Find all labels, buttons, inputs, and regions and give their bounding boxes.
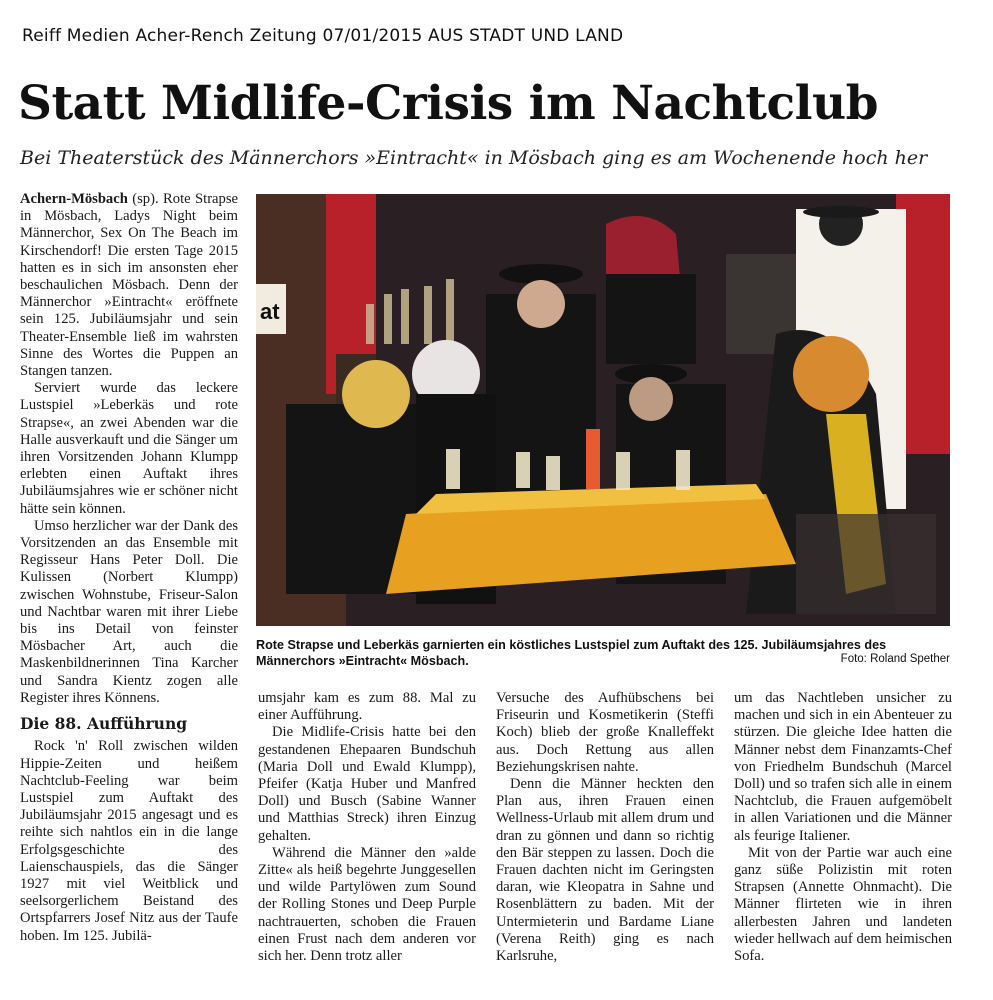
- subheadline: Bei Theaterstück des Männerchors »Eintracht« in Mösbach ging es am Wochenende hoch her: [20, 147, 928, 169]
- article-column-4-paragraph-2: Mit von der Partie war auch eine ganz süße Polizistin mit roten Strapsen (Annette Ohnmacht). Die Männer flirteten wie in ihren allerbesten Jahren und landeten wieder hellwach auf dem heimischen Sofa.: [734, 844, 952, 965]
- photo-sign-text: at: [260, 299, 280, 324]
- article-column-4: [734, 690, 952, 965]
- article-column-1: [20, 191, 238, 945]
- article-column-2-paragraph-3: Während die Männer den »alde Zitte« als heiß begehrte Junggesellen und wilde Partylöwen zum Sound der Rolling Stones und Deep Purple nachtrauerten, schoben die Frauen einen Frust nach dem anderen vor sich her. Denn trotz aller: [258, 844, 476, 965]
- article-column-3-paragraph-2: Denn die Männer heckten den Plan aus, ihren Frauen einen Wellness-Urlaub mit allem drum und dran zu gönnen und dann so richtig den Bär steppen zu lassen. Doch die Frauen dachten nicht im Geringsten daran, wie Kleopatra in Sahne und Rosenblättern zu baden. Mit der Untermieterin und Bardame Liane (Verena Reith) ging es nach Karlsruhe,: [496, 776, 714, 965]
- article-paragraph-1: [20, 191, 238, 380]
- article-column-3-paragraph-1: Versuche des Aufhübschens bei Friseurin und Kosmetikerin (Steffi Koch) blieb der große Knalleffekt aus. Doch Rettung aus allen Beziehungskrisen nahte.: [496, 690, 714, 775]
- article-paragraph-3: Umso herzlicher war der Dank des Vorsitzenden an das Ensemble mit Regisseur Hans Peter Doll. Die Kulissen (Norbert Klumpp) zwischen Wohnstube, Friseur-Salon und Nachtbar waren mit ihrer Liebe bis ins Detail von feinster Mösbacher Art, auch die Maskenbildnerinnen Tina Karcher und Sandra Kientz zogen alle Register ihres Könnens.: [20, 517, 238, 706]
- headline: Statt Midlife-Crisis im Nachtclub: [18, 76, 878, 131]
- stage-photo-illustration: [256, 194, 950, 626]
- article-column-4-paragraph-1: um das Nachtleben unsicher zu machen und sich in ein Abenteuer zu stürzen. Die gleiche Idee hatten die Männer nebst dem Finanzamts-Chef von Friedhelm Bundschuh (Marcel Doll) und so trafen sich alle in einem Nachtclub, die Frauen aufgemöbelt in allen Variationen und die Männer als feurige Italiener.: [734, 690, 952, 844]
- article-subheading: Die 88. Aufführung: [20, 714, 188, 734]
- photo-credit: Foto: Roland Spether: [840, 653, 950, 665]
- article-column-2: [258, 690, 476, 965]
- article-column-2-paragraph-2: Die Midlife-Crisis hatte bei den gestandenen Ehepaaren Bundschuh (Maria Doll und Ewald Klumpp), Pfeifer (Katja Huber und Manfred Doll) und Busch (Sabine Wanner und Matthias Streck) ihren Einzug gehalten.: [258, 724, 476, 844]
- article-column-2-paragraph-1: umsjahr kam es zum 88. Mal zu einer Aufführung.: [258, 690, 476, 724]
- dateline: Achern-Mösbach: [20, 191, 128, 207]
- stage-photo: [256, 194, 950, 626]
- article-paragraph-4: Rock 'n' Roll zwischen wilden Hippie-Zeiten und heißem Nachtclub-Feeling war beim Lustspiel zum Auftakt des Jubiläumsjahr 2015 angesagt und es reihte sich nahtlos ein in die lange Erfolgsgeschichte des Laienschauspiels, das die Sänger 1927 mit viel Weitblick und seelsorgerlichem Beistand des Ortspfarrers Josef Nitz aus der Taufe hoben. Im 125. Jubilä-: [20, 738, 238, 944]
- dateline-text: (sp). Rote Strapse in Mösbach, Ladys Night beim Männerchor, Sex On The Beach im Kirschendorf! Die ersten Tage 2015 hatten es in sich im ansonsten eher beschaulichen Mösbach. Denn der Männerchor »Eintracht« eröffnete sein 125. Jubiläumsjahr und sein Theater-Ensemble ließ im wahrsten Sinne des Wortes die Puppen an Stangen tanzen.: [20, 191, 238, 380]
- article-paragraph-2: Serviert wurde das leckere Lustspiel »Leberkäs und rote Strapse«, an zwei Abenden war die Halle ausverkauft und die Sänger um ihren Vorsitzenden Johann Klumpp erlebten einen Auftakt ihres Jubiläumsjahres wie er schöner nicht hätte sein können.: [20, 380, 238, 517]
- article-column-3: [496, 690, 714, 965]
- photo-caption: Rote Strapse und Leberkäs garnierten ein köstliches Lustspiel zum Auftakt des 125. Jubiläumsjahres des Männerchors »Eintracht« Mösbach.: [256, 638, 887, 668]
- source-line: Reiff Medien Acher-Rench Zeitung 07/01/2015 AUS STADT UND LAND: [22, 26, 624, 46]
